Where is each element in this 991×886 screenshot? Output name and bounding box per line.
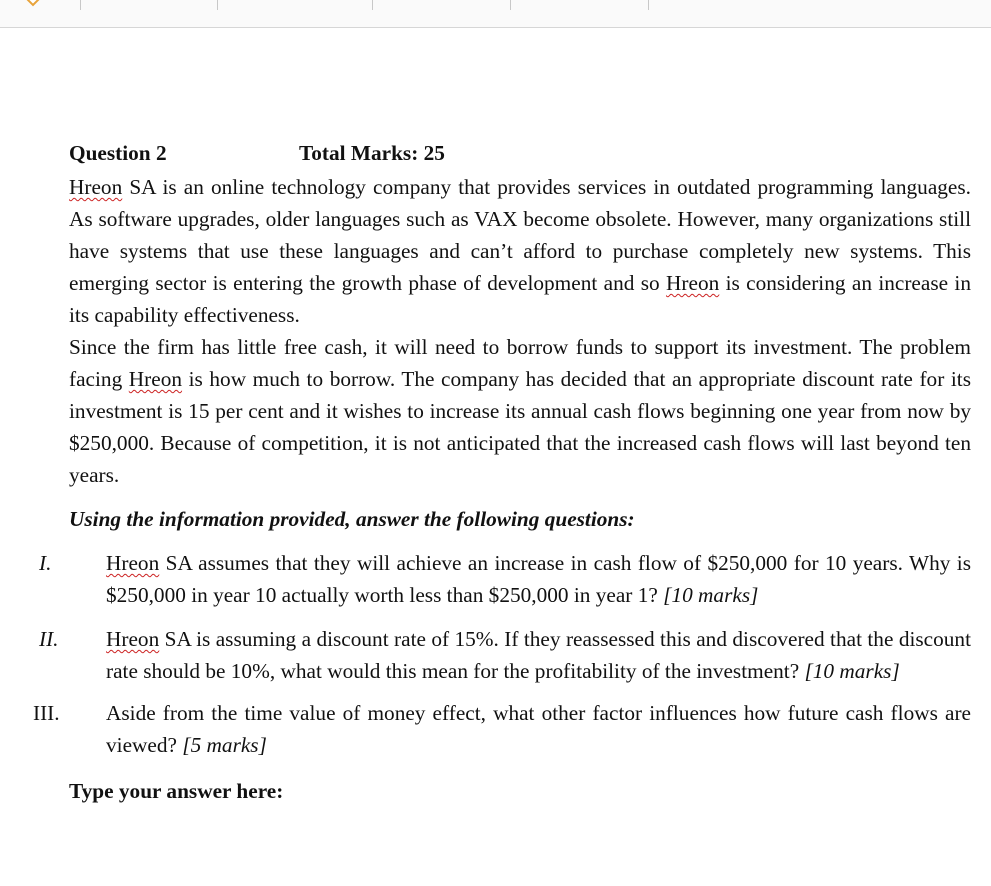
spellcheck-word[interactable]: Hreon <box>128 367 183 391</box>
paragraph-text: Since the firm has little free cash, it will need to borrow funds to support its investment. The problem facing <box>69 335 971 391</box>
ruler-tick <box>80 0 81 10</box>
question-item <box>39 547 971 611</box>
question-title: Question 2 <box>69 141 167 165</box>
paragraph-financing <box>69 331 971 491</box>
spellcheck-word[interactable]: Hreon <box>666 271 720 295</box>
question-body: SA assumes that they will achieve an increase in cash flow of $250,000 for 10 years. Why is $250,000 in year 10 actually worth less than $250,000 in year 1? <box>106 551 971 607</box>
spellcheck-word[interactable]: Hreon <box>106 551 160 575</box>
ruler-bar <box>0 0 991 28</box>
spellcheck-word[interactable]: Hreon <box>106 627 160 651</box>
document-body[interactable] <box>33 137 971 807</box>
paragraph-text: SA is an online technology company that provides services in outdated programming languages. As software upgrades, older languages such as VAX become obsolete. However, many organizations still have systems that use these languages and can’t afford to purchase completely new systems. This emerging sector is entering the growth phase of development and so <box>69 175 971 295</box>
question-number: II. <box>39 627 59 651</box>
ruler-tick <box>372 0 373 10</box>
question-marks: [10 marks] <box>663 583 759 607</box>
question-text <box>106 623 971 687</box>
ruler-tick <box>648 0 649 10</box>
spellcheck-word[interactable]: Hreon <box>69 175 123 199</box>
ruler-tick <box>217 0 218 10</box>
question-number: III. <box>33 701 60 725</box>
total-marks: Total Marks: 25 <box>299 141 445 165</box>
answer-prompt[interactable]: Type your answer here: <box>69 779 284 803</box>
indent-marker-icon[interactable] <box>22 0 44 8</box>
question-item <box>39 623 971 687</box>
paragraph-text: is how much to borrow. The company has decided that an appropriate discount rate for its investment is 15 per cent and it wishes to increase its annual cash flows beginning one year from now by $250,000. Because of competition, it is not anticipated that the increased cash flows will last beyond ten years. <box>69 367 971 487</box>
instructions: Using the information provided, answer the following questions: <box>69 507 635 531</box>
question-number: I. <box>39 551 52 575</box>
paragraph-company-intro <box>69 171 971 331</box>
question-text <box>106 547 971 611</box>
question-item <box>33 697 971 761</box>
question-body: SA is assuming a discount rate of 15%. If they reassessed this and discovered that the discount rate should be 10%, what would this mean for the profitability of the investment? <box>106 627 971 683</box>
question-marks: [10 marks] <box>804 659 900 683</box>
question-heading <box>69 137 971 171</box>
question-body: Aside from the time value of money effect, what other factor influences how future cash flows are viewed? <box>106 701 971 757</box>
ruler-tick <box>510 0 511 10</box>
question-text <box>106 697 971 761</box>
paragraph-text: is considering an increase in its capability effectiveness. <box>69 271 971 327</box>
question-marks: [5 marks] <box>182 733 267 757</box>
